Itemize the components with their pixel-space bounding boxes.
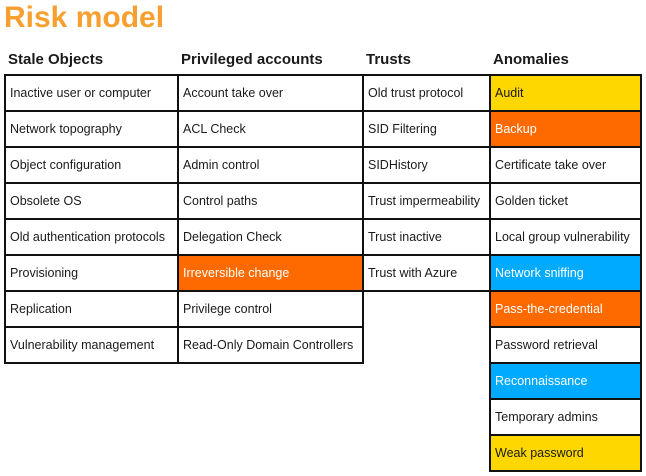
risk-cell: Weak password [491, 436, 642, 472]
risk-cell: Temporary admins [491, 400, 642, 436]
column-header: Privileged accounts [181, 51, 323, 68]
column-header: Trusts [366, 51, 412, 68]
risk-cell: Privilege control [179, 292, 364, 328]
risk-cell: Admin control [179, 148, 364, 184]
risk-cell: SIDHistory [364, 148, 492, 184]
risk-cell: Control paths [179, 184, 364, 220]
risk-cell: Vulnerability management [6, 328, 180, 364]
column-privileged-accounts [177, 46, 364, 364]
risk-cell: Backup [491, 112, 642, 148]
column-stale-objects [4, 46, 180, 364]
column-cells [362, 74, 492, 292]
risk-cell: Network sniffing [491, 256, 642, 292]
risk-cell: Golden ticket [491, 184, 642, 220]
column-anomalies [489, 46, 642, 472]
column-header: Stale Objects [8, 51, 104, 68]
page-title: Risk model [4, 1, 165, 34]
column-cells [489, 74, 642, 472]
risk-cell: Trust inactive [364, 220, 492, 256]
risk-cell: Inactive user or computer [6, 76, 180, 112]
risk-cell: ACL Check [179, 112, 364, 148]
risk-cell: Audit [491, 76, 642, 112]
risk-cell: Reconnaissance [491, 364, 642, 400]
risk-cell: Object configuration [6, 148, 180, 184]
column-cells [4, 74, 180, 364]
risk-cell: Obsolete OS [6, 184, 180, 220]
risk-cell: Delegation Check [179, 220, 364, 256]
column-trusts [362, 46, 492, 292]
risk-cell: Old authentication protocols [6, 220, 180, 256]
risk-cell: Read-Only Domain Controllers [179, 328, 364, 364]
risk-cell: Old trust protocol [364, 76, 492, 112]
column-header: Anomalies [493, 51, 569, 68]
risk-cell: Network topography [6, 112, 180, 148]
risk-cell: Provisioning [6, 256, 180, 292]
risk-cell: Trust impermeability [364, 184, 492, 220]
risk-cell: Replication [6, 292, 180, 328]
risk-cell: Account take over [179, 76, 364, 112]
risk-cell: Pass-the-credential [491, 292, 642, 328]
column-cells [177, 74, 364, 364]
risk-cell: Local group vulnerability [491, 220, 642, 256]
risk-cell: Password retrieval [491, 328, 642, 364]
risk-cell: Irreversible change [179, 256, 364, 292]
risk-cell: Trust with Azure [364, 256, 492, 292]
risk-cell: Certificate take over [491, 148, 642, 184]
risk-cell: SID Filtering [364, 112, 492, 148]
